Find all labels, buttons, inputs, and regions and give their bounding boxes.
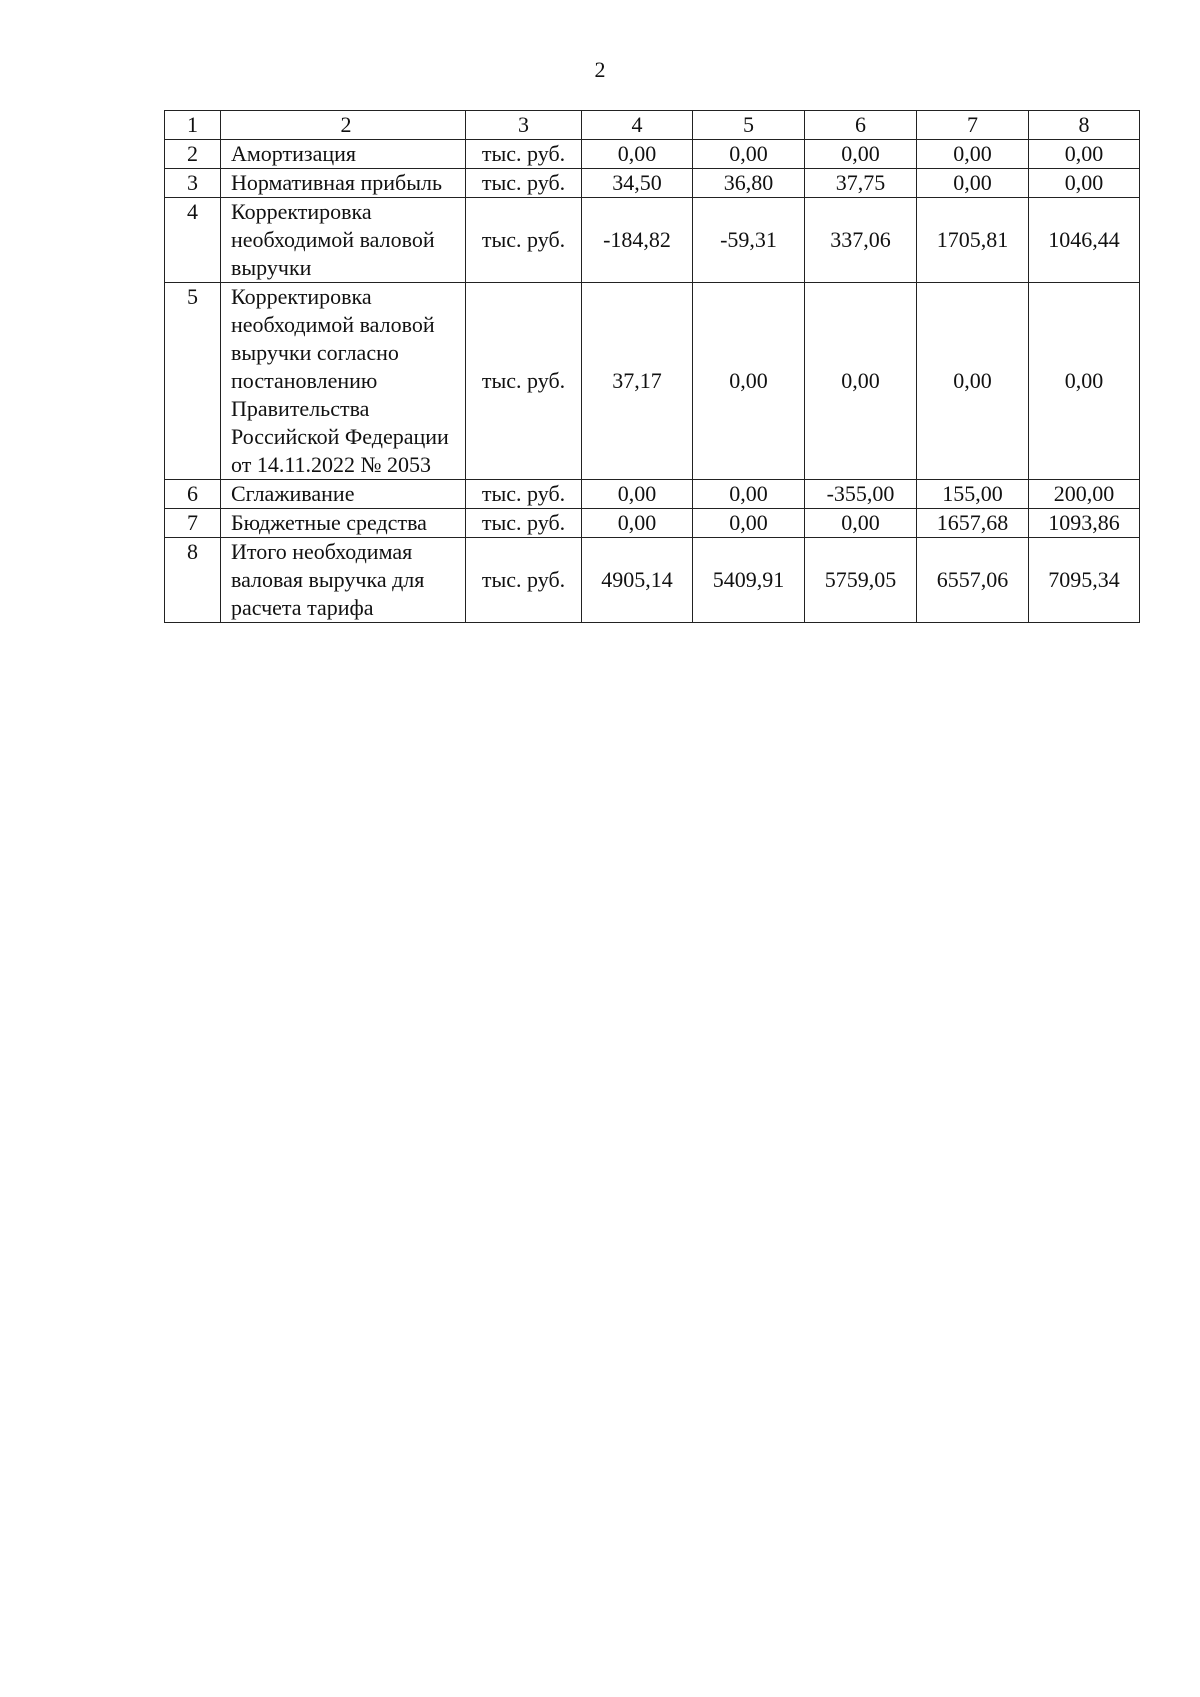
column-header: 1 (165, 111, 221, 140)
column-header: 5 (693, 111, 805, 140)
row-name: Нормативная прибыль (221, 169, 466, 198)
table-row (165, 140, 1140, 169)
cell-value: 1046,44 (1029, 198, 1140, 283)
row-unit: тыс. руб. (466, 538, 582, 623)
cell-value: 337,06 (805, 198, 917, 283)
row-name: Амортизация (221, 140, 466, 169)
cell-value: 0,00 (805, 140, 917, 169)
row-name: Корректировка необходимой валовой выручки согласно постановлению Правительства Российской Федерации от 14.11.2022 № 2053 (221, 283, 466, 480)
column-header: 2 (221, 111, 466, 140)
tariff-table (164, 110, 1140, 623)
row-number: 8 (165, 538, 221, 623)
column-header: 8 (1029, 111, 1140, 140)
cell-value: 0,00 (805, 283, 917, 480)
cell-value: 0,00 (805, 509, 917, 538)
cell-value: -355,00 (805, 480, 917, 509)
cell-value: 0,00 (1029, 169, 1140, 198)
cell-value: 0,00 (917, 140, 1029, 169)
row-number: 4 (165, 198, 221, 283)
table-row (165, 538, 1140, 623)
table-row (165, 198, 1140, 283)
row-name: Бюджетные средства (221, 509, 466, 538)
table-row (165, 169, 1140, 198)
row-name: Сглаживание (221, 480, 466, 509)
row-unit: тыс. руб. (466, 283, 582, 480)
cell-value: 0,00 (693, 140, 805, 169)
table-header-row (165, 111, 1140, 140)
cell-value: 7095,34 (1029, 538, 1140, 623)
cell-value: 37,75 (805, 169, 917, 198)
row-unit: тыс. руб. (466, 169, 582, 198)
cell-value: 0,00 (1029, 283, 1140, 480)
cell-value: 0,00 (582, 140, 693, 169)
cell-value: 6557,06 (917, 538, 1029, 623)
cell-value: 37,17 (582, 283, 693, 480)
cell-value: -184,82 (582, 198, 693, 283)
column-header: 6 (805, 111, 917, 140)
column-header: 4 (582, 111, 693, 140)
row-name: Итого необходимая валовая выручка для расчета тарифа (221, 538, 466, 623)
cell-value: 4905,14 (582, 538, 693, 623)
cell-value: 0,00 (1029, 140, 1140, 169)
cell-value: 0,00 (582, 509, 693, 538)
cell-value: 0,00 (693, 509, 805, 538)
row-number: 2 (165, 140, 221, 169)
cell-value: 0,00 (917, 169, 1029, 198)
cell-value: 1657,68 (917, 509, 1029, 538)
cell-value: 34,50 (582, 169, 693, 198)
row-unit: тыс. руб. (466, 140, 582, 169)
cell-value: 5759,05 (805, 538, 917, 623)
row-name: Корректировка необходимой валовой выручки (221, 198, 466, 283)
cell-value: 0,00 (693, 480, 805, 509)
row-unit: тыс. руб. (466, 480, 582, 509)
row-unit: тыс. руб. (466, 198, 582, 283)
cell-value: 155,00 (917, 480, 1029, 509)
cell-value: 1093,86 (1029, 509, 1140, 538)
row-unit: тыс. руб. (466, 509, 582, 538)
cell-value: 1705,81 (917, 198, 1029, 283)
cell-value: 5409,91 (693, 538, 805, 623)
cell-value: -59,31 (693, 198, 805, 283)
cell-value: 200,00 (1029, 480, 1140, 509)
row-number: 3 (165, 169, 221, 198)
column-header: 3 (466, 111, 582, 140)
table-row (165, 480, 1140, 509)
cell-value: 0,00 (582, 480, 693, 509)
row-number: 6 (165, 480, 221, 509)
row-number: 5 (165, 283, 221, 480)
cell-value: 0,00 (917, 283, 1029, 480)
row-number: 7 (165, 509, 221, 538)
column-header: 7 (917, 111, 1029, 140)
page-number: 2 (594, 57, 606, 82)
table-row (165, 509, 1140, 538)
table-row (165, 283, 1140, 480)
cell-value: 0,00 (693, 283, 805, 480)
cell-value: 36,80 (693, 169, 805, 198)
